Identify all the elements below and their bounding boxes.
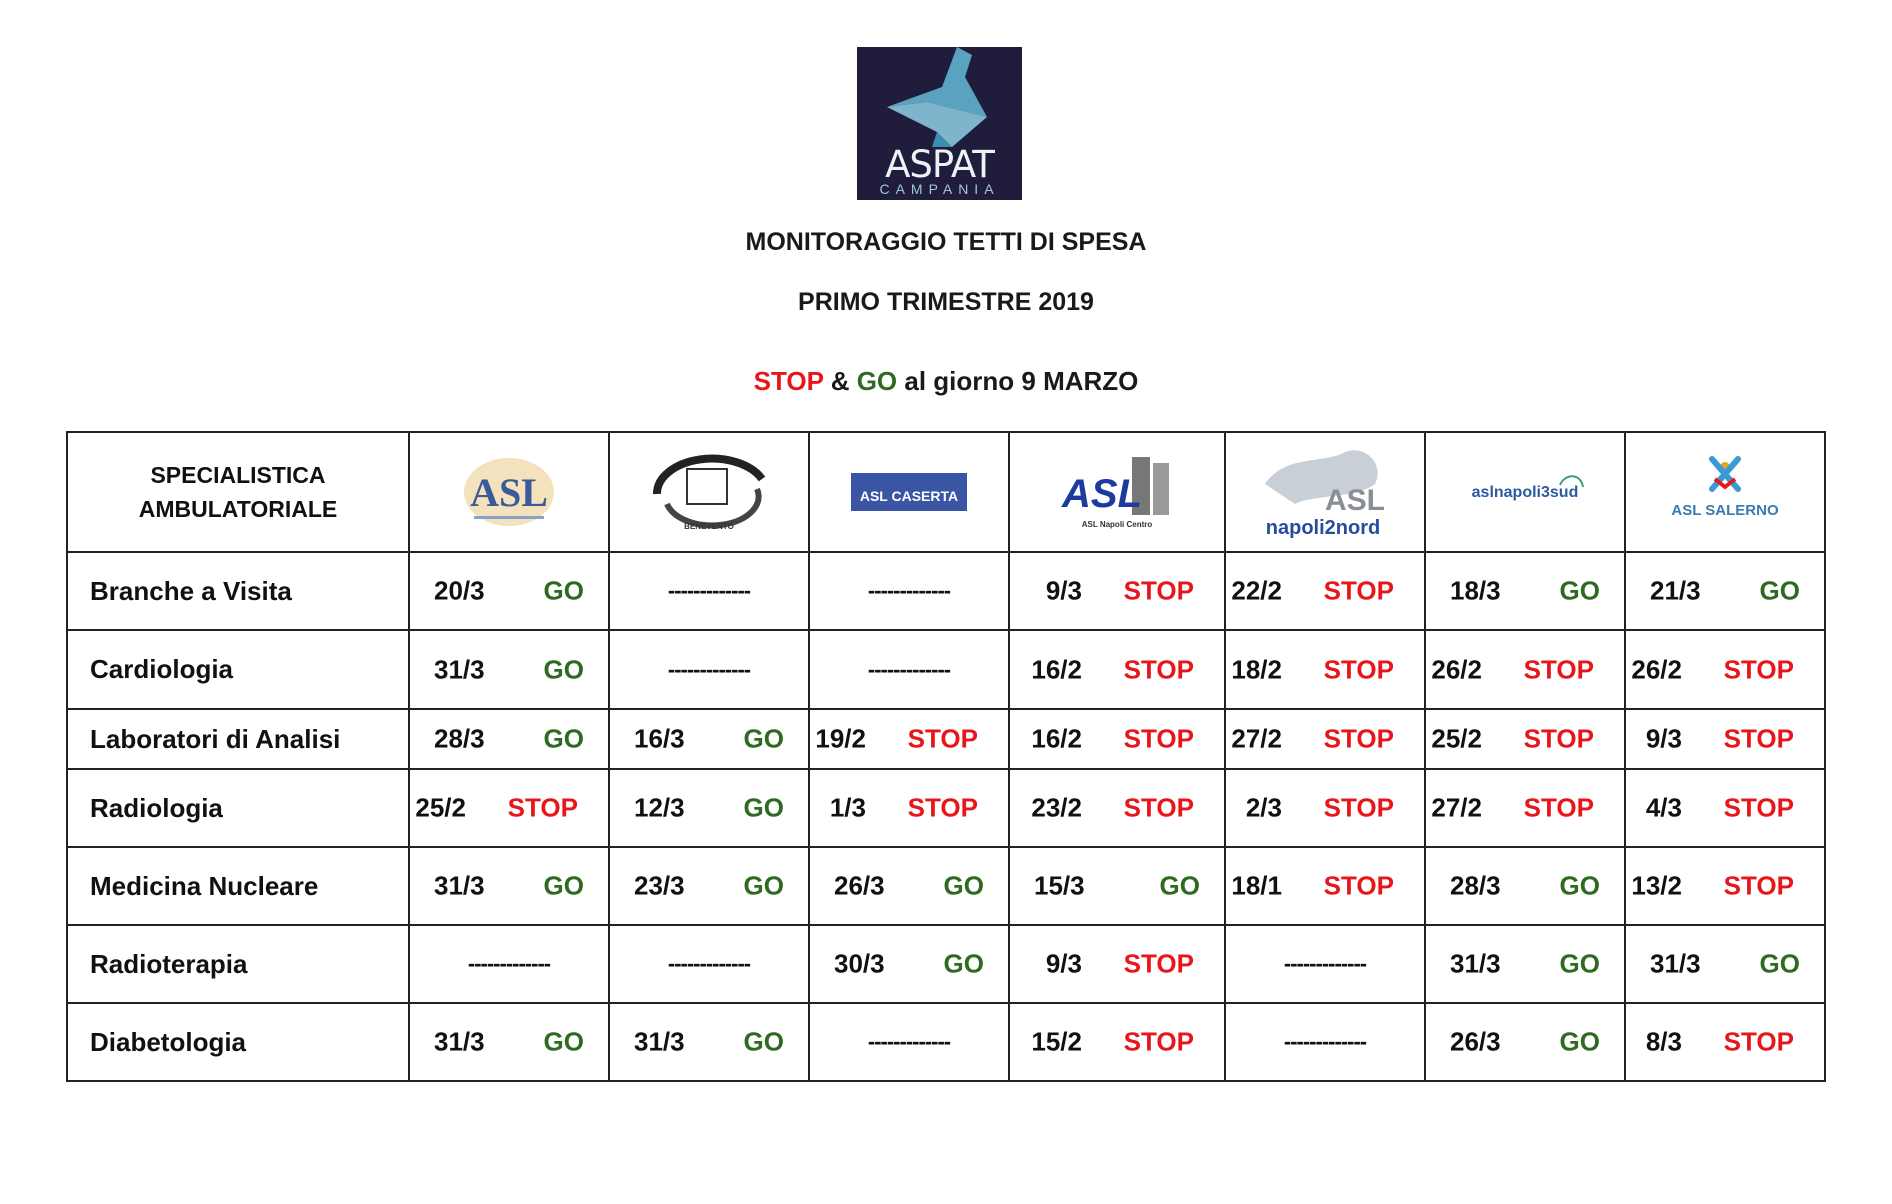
go-badge: GO bbox=[543, 575, 584, 606]
logo-subtitle: CAMPANIA bbox=[879, 181, 1000, 197]
cell-date: 27/2 bbox=[1231, 723, 1282, 754]
cell-date: 9/3 bbox=[1645, 723, 1682, 754]
go-badge: GO bbox=[1559, 1026, 1600, 1057]
cell-date: 19/2 bbox=[815, 723, 866, 754]
status-cell bbox=[1225, 847, 1425, 925]
row-label: Radiologia bbox=[67, 769, 409, 847]
cell-date: 26/2 bbox=[1431, 654, 1482, 684]
status-cell bbox=[1425, 552, 1625, 630]
stop-badge: STOP bbox=[1123, 948, 1194, 979]
row-label: Radioterapia bbox=[67, 925, 409, 1003]
cell-date: 9/3 bbox=[1045, 948, 1082, 979]
cell-date: 31/3 bbox=[1450, 948, 1501, 979]
asl-napoli3sud-logo bbox=[1425, 432, 1625, 552]
status-cell bbox=[1625, 925, 1825, 1003]
row-label: Cardiologia bbox=[67, 630, 409, 709]
asl-avellino-logo bbox=[409, 432, 609, 552]
empty-cell: ------------- bbox=[809, 630, 1009, 709]
status-cell bbox=[809, 709, 1009, 769]
date-text: al giorno 9 MARZO bbox=[897, 366, 1139, 396]
cell-date: 31/3 bbox=[634, 1026, 685, 1057]
cell-date: 21/3 bbox=[1650, 575, 1701, 606]
cell-date: 26/3 bbox=[834, 870, 885, 901]
stop-badge: STOP bbox=[907, 723, 978, 754]
go-badge: GO bbox=[1759, 948, 1800, 979]
stop-badge: STOP bbox=[1123, 792, 1194, 823]
empty-cell: ------------- bbox=[1225, 1003, 1425, 1081]
svg-text:aslnapoli3sud: aslnapoli3sud bbox=[1471, 484, 1579, 501]
svg-text:ASL: ASL bbox=[1325, 484, 1385, 517]
asl-salerno-logo bbox=[1625, 432, 1825, 552]
status-cell bbox=[1625, 709, 1825, 769]
status-cell bbox=[409, 709, 609, 769]
go-badge: GO bbox=[943, 948, 984, 979]
cell-date: 16/2 bbox=[1031, 723, 1082, 754]
svg-text:ASL: ASL bbox=[1062, 472, 1142, 516]
cell-date: 16/2 bbox=[1031, 654, 1082, 684]
logo-title: ASPAT bbox=[885, 143, 994, 186]
status-cell bbox=[1009, 709, 1225, 769]
svg-text:ASL: ASL bbox=[470, 470, 548, 515]
cell-date: 4/3 bbox=[1645, 792, 1682, 823]
empty-cell: ------------- bbox=[1225, 925, 1425, 1003]
table-row bbox=[67, 925, 1825, 1003]
go-badge: GO bbox=[1159, 870, 1200, 901]
status-cell bbox=[409, 552, 609, 630]
status-cell bbox=[1225, 769, 1425, 847]
cell-date: 28/3 bbox=[1450, 870, 1501, 901]
status-cell bbox=[1009, 769, 1225, 847]
cell-date: 23/3 bbox=[634, 870, 685, 901]
table-row bbox=[67, 1003, 1825, 1081]
status-cell bbox=[1225, 552, 1425, 630]
cell-date: 25/2 bbox=[1431, 723, 1482, 754]
cell-date: 1/3 bbox=[829, 792, 866, 823]
cell-date: 18/2 bbox=[1231, 654, 1282, 684]
cell-date: 25/2 bbox=[415, 792, 466, 823]
cell-date: 22/2 bbox=[1231, 575, 1282, 606]
svg-text:napoli2nord: napoli2nord bbox=[1265, 517, 1381, 539]
cell-date: 2/3 bbox=[1245, 792, 1282, 823]
asl-napoli-centro-logo bbox=[1009, 432, 1225, 552]
cell-date: 31/3 bbox=[434, 870, 485, 901]
cell-date: 9/3 bbox=[1045, 575, 1082, 606]
table-row bbox=[67, 552, 1825, 630]
stop-badge: STOP bbox=[1723, 654, 1794, 684]
empty-cell: ------------- bbox=[609, 925, 809, 1003]
stop-badge: STOP bbox=[1123, 575, 1194, 606]
status-cell bbox=[1009, 1003, 1225, 1081]
svg-text:ASL Napoli Centro: ASL Napoli Centro bbox=[1081, 520, 1153, 529]
stop-badge: STOP bbox=[1723, 1026, 1794, 1057]
stop-badge: STOP bbox=[1323, 870, 1394, 901]
status-cell bbox=[1625, 630, 1825, 709]
empty-cell: ------------- bbox=[609, 630, 809, 709]
asl-napoli2nord-logo bbox=[1225, 432, 1425, 552]
cell-date: 27/2 bbox=[1431, 792, 1482, 823]
cell-date: 18/3 bbox=[1450, 575, 1501, 606]
row-label: Medicina Nucleare bbox=[67, 847, 409, 925]
go-badge: GO bbox=[1559, 948, 1600, 979]
go-badge: GO bbox=[543, 1026, 584, 1057]
stop-badge: STOP bbox=[1123, 723, 1194, 754]
go-badge: GO bbox=[543, 654, 584, 684]
stop-badge: STOP bbox=[1523, 792, 1594, 823]
status-cell bbox=[1425, 769, 1625, 847]
status-cell bbox=[809, 925, 1009, 1003]
title-line-3 bbox=[0, 366, 1892, 397]
stop-badge: STOP bbox=[1323, 723, 1394, 754]
table-row bbox=[67, 709, 1825, 769]
aspat-logo bbox=[857, 47, 1022, 200]
cell-date: 31/3 bbox=[1650, 948, 1701, 979]
cell-date: 30/3 bbox=[834, 948, 885, 979]
table-row bbox=[67, 769, 1825, 847]
status-cell bbox=[409, 1003, 609, 1081]
status-cell bbox=[609, 709, 809, 769]
status-cell bbox=[1425, 847, 1625, 925]
cell-date: 12/3 bbox=[634, 792, 685, 823]
status-cell bbox=[1009, 552, 1225, 630]
row-label: Branche a Visita bbox=[67, 552, 409, 630]
title-line-1: MONITORAGGIO TETTI DI SPESA bbox=[745, 228, 1147, 256]
stop-badge: STOP bbox=[1723, 870, 1794, 901]
status-cell bbox=[1625, 552, 1825, 630]
status-cell bbox=[409, 630, 609, 709]
status-cell bbox=[609, 769, 809, 847]
go-badge: GO bbox=[543, 723, 584, 754]
cell-date: 20/3 bbox=[434, 575, 485, 606]
status-cell bbox=[1625, 847, 1825, 925]
stop-badge: STOP bbox=[907, 792, 978, 823]
go-badge: GO bbox=[1759, 575, 1800, 606]
stop-badge: STOP bbox=[1523, 723, 1594, 754]
stop-word: STOP bbox=[753, 366, 824, 396]
empty-cell: ------------- bbox=[609, 552, 809, 630]
go-badge: GO bbox=[1559, 870, 1600, 901]
cell-date: 23/2 bbox=[1031, 792, 1082, 823]
row-label: Diabetologia bbox=[67, 1003, 409, 1081]
cell-date: 15/3 bbox=[1034, 870, 1085, 901]
cell-date: 31/3 bbox=[434, 654, 485, 684]
status-cell bbox=[1425, 1003, 1625, 1081]
status-cell bbox=[1425, 925, 1625, 1003]
stop-badge: STOP bbox=[1123, 654, 1194, 684]
go-badge: GO bbox=[743, 870, 784, 901]
stop-badge: STOP bbox=[1123, 1026, 1194, 1057]
go-word: GO bbox=[856, 366, 898, 396]
go-badge: GO bbox=[943, 870, 984, 901]
asl-benevento-logo bbox=[609, 432, 809, 552]
go-badge: GO bbox=[743, 792, 784, 823]
ampersand: & bbox=[823, 366, 857, 396]
status-cell bbox=[809, 769, 1009, 847]
status-cell bbox=[1009, 847, 1225, 925]
stop-badge: STOP bbox=[1723, 723, 1794, 754]
status-cell bbox=[409, 769, 609, 847]
status-cell bbox=[1625, 1003, 1825, 1081]
svg-text:BENEVENTO: BENEVENTO bbox=[683, 522, 734, 531]
stop-go-table bbox=[66, 431, 1826, 1082]
cell-date: 16/3 bbox=[634, 723, 685, 754]
header-label: SPECIALISTICA AMBULATORIALE bbox=[67, 432, 409, 552]
cell-date: 26/3 bbox=[1450, 1026, 1501, 1057]
cell-date: 31/3 bbox=[434, 1026, 485, 1057]
table-row bbox=[67, 847, 1825, 925]
status-cell bbox=[1625, 769, 1825, 847]
status-cell bbox=[1009, 630, 1225, 709]
svg-text:ASL SALERNO: ASL SALERNO bbox=[1671, 502, 1779, 519]
stop-badge: STOP bbox=[1723, 792, 1794, 823]
empty-cell: ------------- bbox=[409, 925, 609, 1003]
row-label: Laboratori di Analisi bbox=[67, 709, 409, 769]
go-badge: GO bbox=[543, 870, 584, 901]
status-cell bbox=[1425, 709, 1625, 769]
cell-date: 26/2 bbox=[1631, 654, 1682, 684]
cell-date: 8/3 bbox=[1645, 1026, 1682, 1057]
cell-date: 13/2 bbox=[1631, 870, 1682, 901]
go-badge: GO bbox=[743, 1026, 784, 1057]
status-cell bbox=[609, 847, 809, 925]
asl-caserta-logo bbox=[809, 432, 1009, 552]
stop-badge: STOP bbox=[1523, 654, 1594, 684]
stop-badge: STOP bbox=[507, 792, 578, 823]
svg-text:ASL CASERTA: ASL CASERTA bbox=[859, 488, 959, 504]
cell-date: 28/3 bbox=[434, 723, 485, 754]
status-cell bbox=[1225, 630, 1425, 709]
table-row bbox=[67, 630, 1825, 709]
go-badge: GO bbox=[743, 723, 784, 754]
status-cell bbox=[1009, 925, 1225, 1003]
empty-cell: ------------- bbox=[809, 552, 1009, 630]
header-row bbox=[67, 432, 1825, 552]
status-cell bbox=[609, 1003, 809, 1081]
stop-badge: STOP bbox=[1323, 654, 1394, 684]
status-cell bbox=[1425, 630, 1625, 709]
status-cell bbox=[809, 847, 1009, 925]
cell-date: 15/2 bbox=[1031, 1026, 1082, 1057]
cell-date: 18/1 bbox=[1231, 870, 1282, 901]
stop-badge: STOP bbox=[1323, 792, 1394, 823]
empty-cell: ------------- bbox=[809, 1003, 1009, 1081]
title-line-2: PRIMO TRIMESTRE 2019 bbox=[798, 288, 1094, 316]
stop-badge: STOP bbox=[1323, 575, 1394, 606]
status-cell bbox=[409, 847, 609, 925]
go-badge: GO bbox=[1559, 575, 1600, 606]
status-cell bbox=[1225, 709, 1425, 769]
